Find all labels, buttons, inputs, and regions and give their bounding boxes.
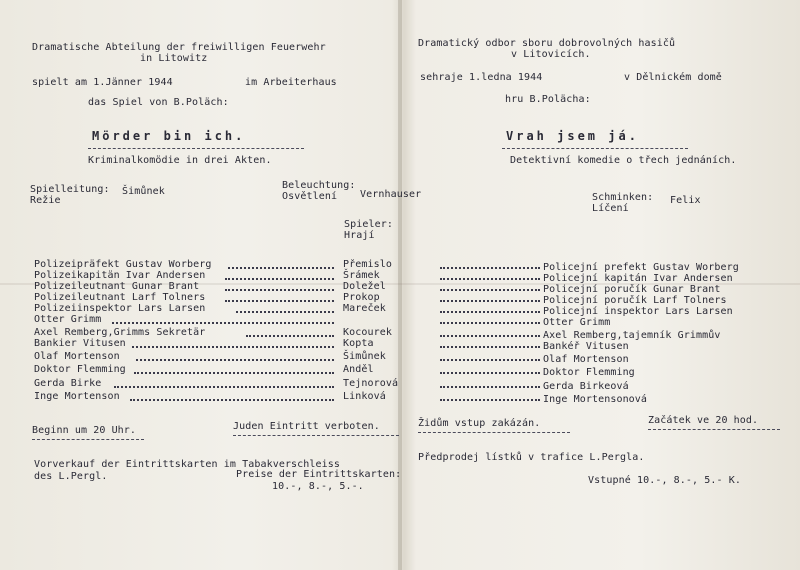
leader-dots	[246, 335, 334, 337]
right-start-underline	[648, 429, 780, 430]
leader-dots	[440, 311, 540, 313]
left-location: im Arbeiterhaus	[245, 77, 337, 88]
role-de: Olaf Mortenson	[34, 351, 120, 362]
left-date: spielt am 1.Jänner 1944	[32, 77, 173, 88]
role-cz: Otter Grimm	[543, 317, 611, 328]
left-play-by: das Spiel von B.Poläch:	[88, 97, 229, 108]
leader-dots	[134, 372, 334, 374]
role-cz: Gerda Birkeová	[543, 381, 629, 392]
right-prices: Vstupné 10.-, 8.-, 5.- K.	[588, 475, 742, 486]
left-presale-line2: des L.Pergl.	[34, 471, 108, 482]
leader-dots	[225, 300, 334, 302]
right-presale: Předprodej lístků v trafice L.Pergla.	[418, 452, 645, 463]
left-header-line1: Dramatische Abteilung der freiwilligen Feuerwehr	[32, 42, 326, 53]
lighting-name: Vernhauser	[360, 189, 422, 200]
left-subtitle: Kriminalkomödie in drei Akten.	[88, 155, 272, 166]
actor-name: Anděl	[343, 364, 374, 375]
actor-name: Tejnorová	[343, 378, 399, 389]
role-de: Axel Remberg,Grimms Sekretär	[34, 327, 206, 338]
leader-dots	[440, 300, 540, 302]
leader-dots	[440, 372, 540, 374]
leader-dots	[440, 386, 540, 388]
leader-dots	[225, 278, 334, 280]
role-cz: Bankéř Vitusen	[543, 341, 629, 352]
lighting-label-cz: Osvětlení	[282, 191, 338, 202]
cast-label-cz: Hrají	[344, 230, 375, 241]
makeup-label-de: Schminken:	[592, 192, 654, 203]
leader-dots	[130, 399, 334, 401]
actor-name: Doležel	[343, 281, 386, 292]
role-de: Gerda Birke	[34, 378, 102, 389]
right-start-time: Začátek ve 20 hod.	[648, 415, 759, 426]
makeup-name: Felix	[670, 195, 701, 206]
actor-name: Šrámek	[343, 270, 380, 281]
right-title: Vrah jsem já.	[506, 129, 639, 143]
role-cz: Doktor Flemming	[543, 367, 635, 378]
right-header-line1: Dramatický odbor sboru dobrovolných hasičů	[418, 38, 676, 49]
role-cz: Policejní poručík Larf Tolners	[543, 295, 727, 306]
actor-name: Linková	[343, 391, 386, 402]
role-cz: Policejní prefekt Gustav Worberg	[543, 262, 739, 273]
cast-label-de: Spieler:	[344, 219, 393, 230]
leader-dots	[440, 346, 540, 348]
left-prices-label: Preise der Eintrittskarten:	[236, 469, 402, 480]
left-start-underline	[32, 439, 144, 440]
leader-dots	[440, 278, 540, 280]
actor-name: Šimůnek	[343, 351, 386, 362]
leader-dots	[225, 289, 334, 291]
role-de: Doktor Flemming	[34, 364, 126, 375]
role-de: Inge Mortenson	[34, 391, 120, 402]
right-no-jews-underline	[418, 432, 570, 433]
left-prices: 10.-, 8.-, 5.-.	[272, 481, 364, 492]
role-de: Polizeileutnant Larf Tolners	[34, 292, 206, 303]
director-label-de: Spielleitung:	[30, 184, 110, 195]
left-no-jews-underline	[233, 435, 399, 436]
director-name: Šimůnek	[122, 186, 165, 197]
role-de: Polizeileutnant Gunar Brant	[34, 281, 200, 292]
role-de: Polizeipräfekt Gustav Worberg	[34, 259, 212, 270]
leader-dots	[440, 322, 540, 324]
left-no-jews: Juden Eintritt verboten.	[233, 421, 380, 432]
actor-name: Prokop	[343, 292, 380, 303]
role-de: Polizeiinspektor Lars Larsen	[34, 303, 206, 314]
actor-name: Kocourek	[343, 327, 392, 338]
makeup-label-cz: Líčení	[592, 203, 629, 214]
role-cz: Axel Remberg,tajemník Grimmův	[543, 330, 721, 341]
right-play-by: hru B.Polächa:	[505, 94, 591, 105]
leader-dots	[132, 346, 334, 348]
role-cz: Policejní kapitán Ivar Andersen	[543, 273, 733, 284]
right-date: sehraje 1.ledna 1944	[420, 72, 543, 83]
left-title: Mörder bin ich.	[92, 129, 246, 143]
role-de: Otter Grimm	[34, 314, 102, 325]
left-header-line2: in Litowitz	[140, 53, 208, 64]
right-location: v Dělnickém domě	[624, 72, 722, 83]
leader-dots	[440, 289, 540, 291]
role-de: Bankier Vitusen	[34, 338, 126, 349]
left-presale-line1: Vorverkauf der Eintrittskarten im Tabakverschleiss	[34, 459, 341, 470]
actor-name: Mareček	[343, 303, 386, 314]
leader-dots	[440, 359, 540, 361]
role-cz: Policejní inspektor Lars Larsen	[543, 306, 733, 317]
leader-dots	[112, 322, 334, 324]
actor-name: Přemislo	[343, 259, 392, 270]
role-de: Polizeikapitän Ivar Andersen	[34, 270, 206, 281]
lighting-label-de: Beleuchtung:	[282, 180, 356, 191]
left-start-time: Beginn um 20 Uhr.	[32, 425, 137, 436]
left-title-underline	[88, 148, 304, 149]
leader-dots	[440, 267, 540, 269]
right-header-line2: v Litovicích.	[511, 49, 591, 60]
role-cz: Olaf Mortenson	[543, 354, 629, 365]
actor-name: Kopta	[343, 338, 374, 349]
leader-dots	[114, 386, 334, 388]
leader-dots	[236, 311, 334, 313]
leader-dots	[440, 335, 540, 337]
leader-dots	[228, 267, 334, 269]
role-cz: Inge Mortensonová	[543, 394, 648, 405]
right-title-underline	[502, 148, 688, 149]
director-label-cz: Režie	[30, 195, 61, 206]
paper-fold	[398, 0, 402, 570]
right-no-jews: Židům vstup zakázán.	[418, 418, 541, 429]
right-subtitle: Detektivní komedie o třech jednáních.	[510, 155, 737, 166]
role-cz: Policejní poručík Gunar Brant	[543, 284, 721, 295]
leader-dots	[440, 399, 540, 401]
leader-dots	[136, 359, 334, 361]
